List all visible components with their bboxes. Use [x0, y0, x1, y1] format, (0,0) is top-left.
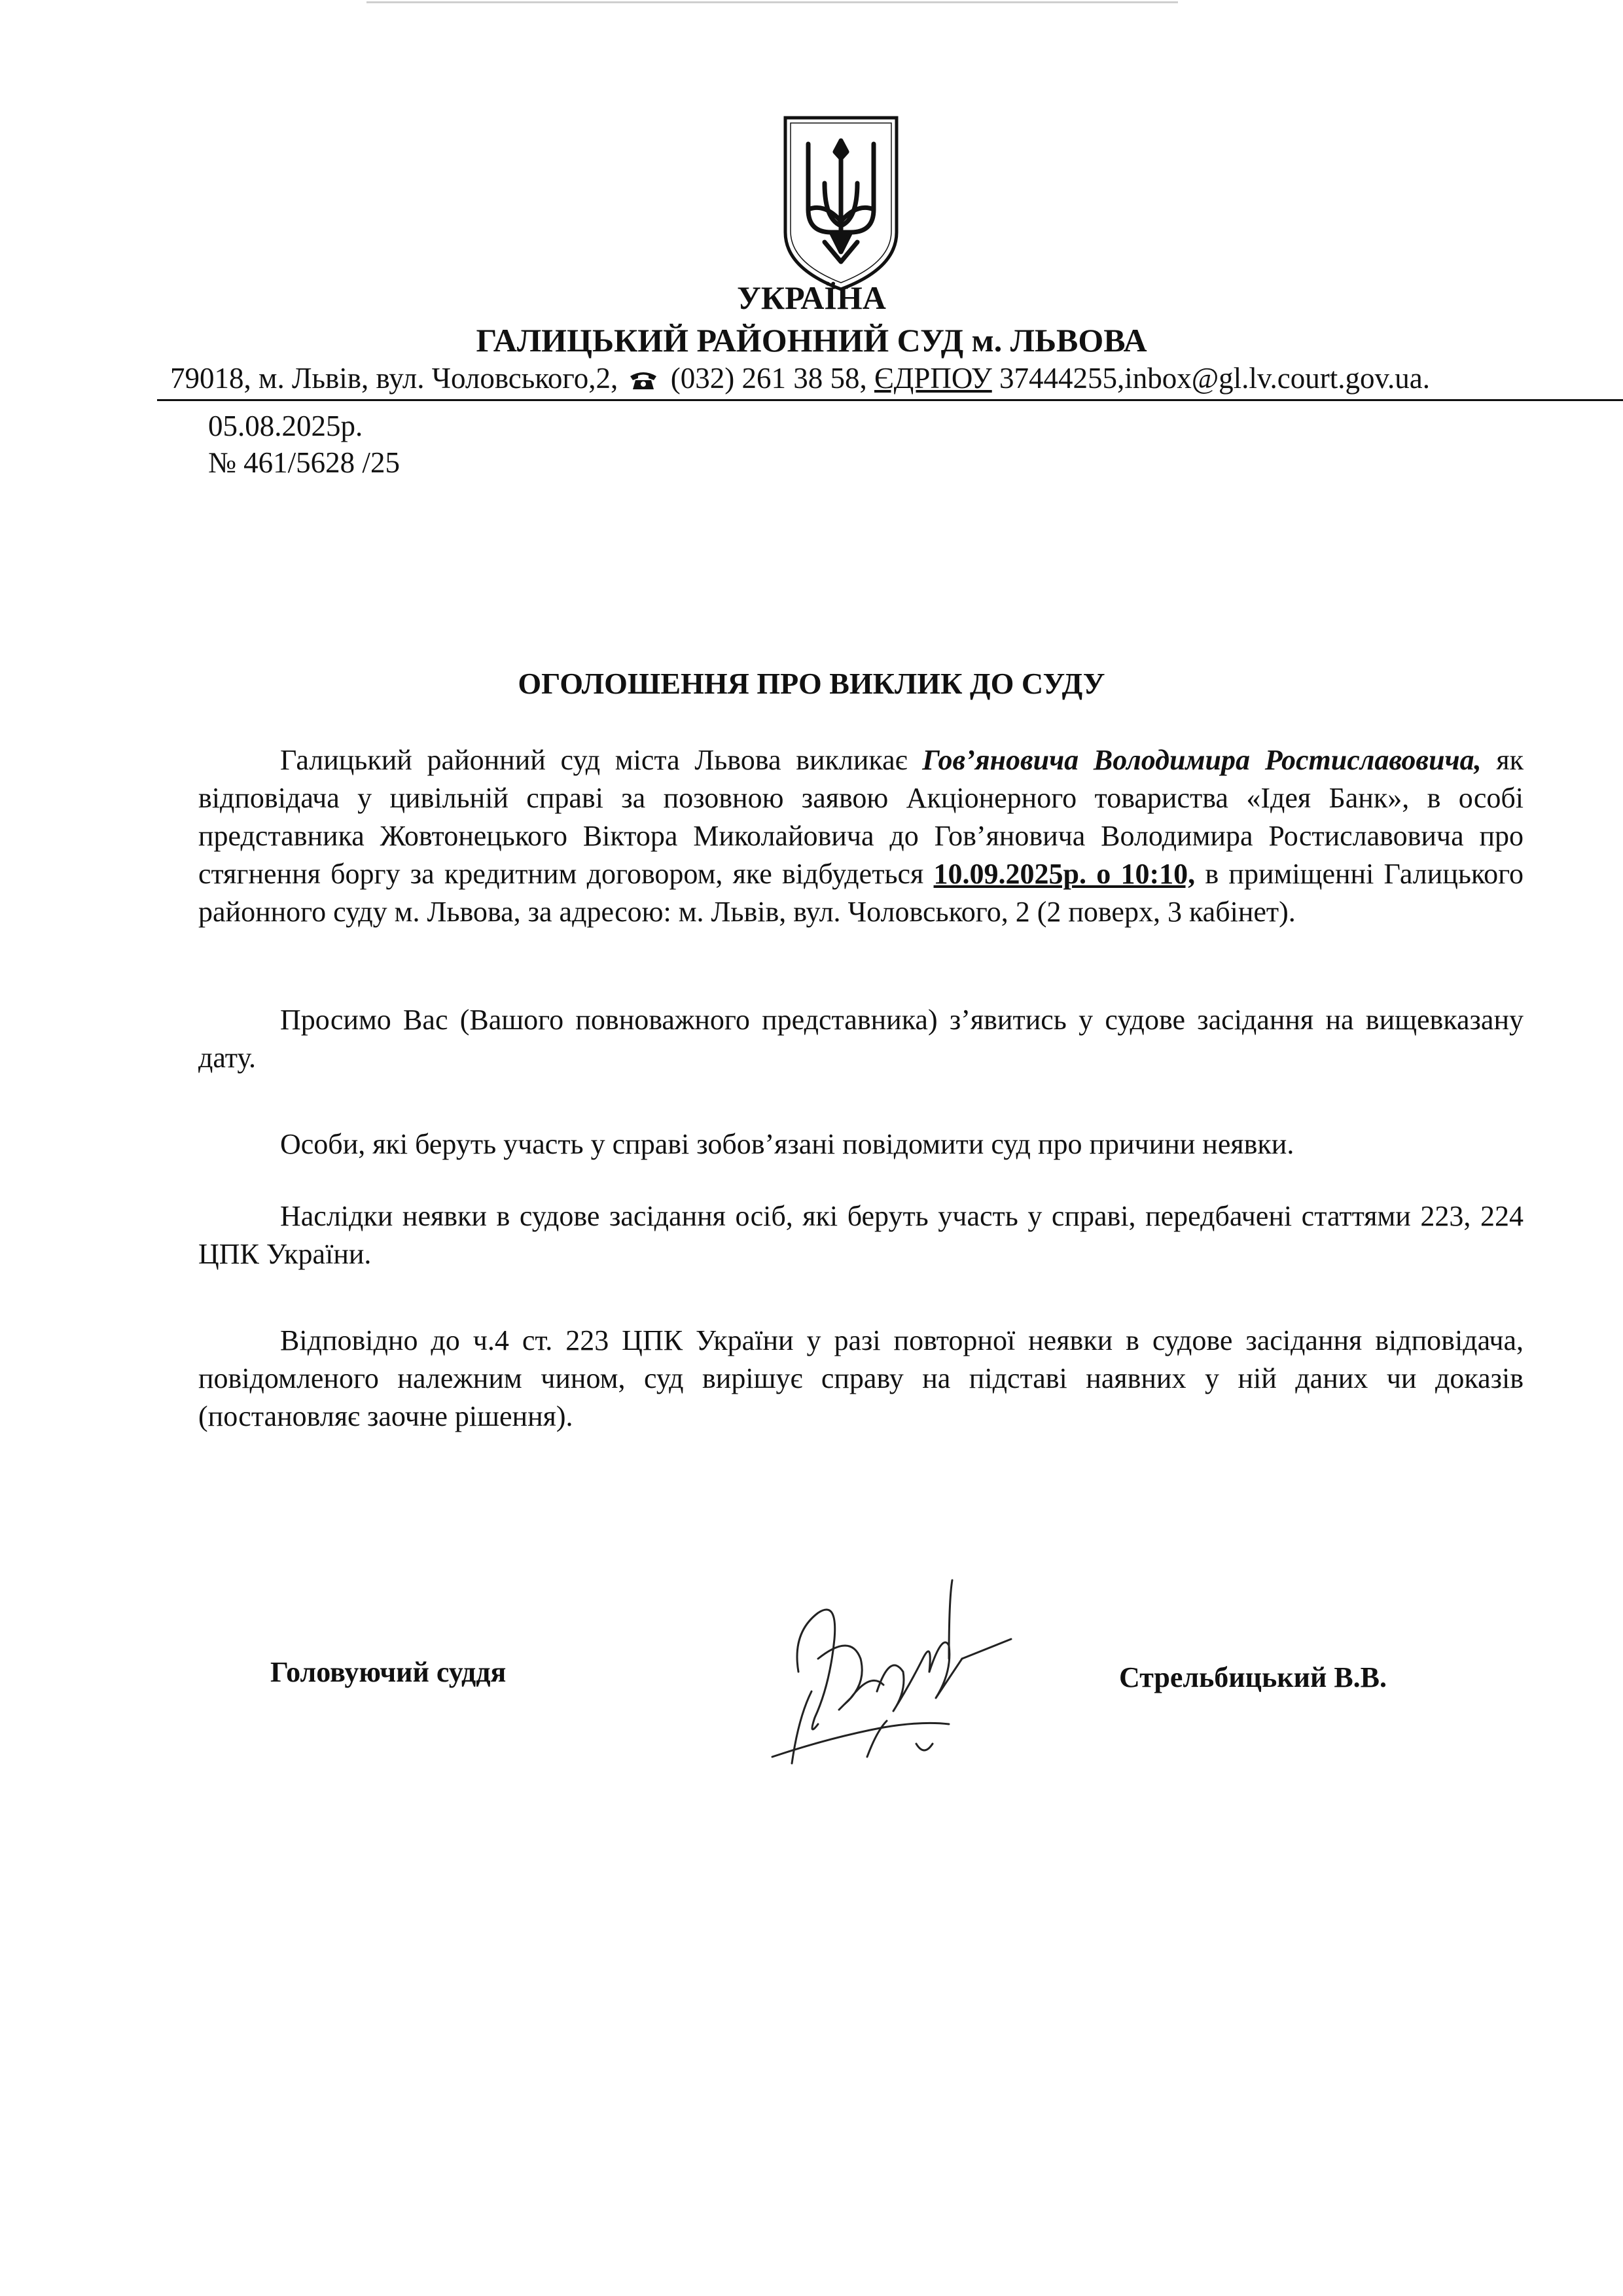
header-court-name: ГАЛИЦЬКИЙ РАЙОННИЙ СУД м. ЛЬВОВА [476, 322, 1147, 359]
notice-paragraph: Особи, які беруть участь у справі зобов’язані повідомити суд про причини неявки. [280, 1128, 1294, 1160]
summons-text-1: Галицький районний суд міста Львова викликає [280, 744, 923, 776]
summons-text-3: в приміщенні Галицького районного суду м. Львова, за адресою: м. Львів, вул. Чоловського, 2 (2 поверх, 3 кабінет). [198, 858, 1524, 928]
header-contacts [170, 359, 1623, 398]
header-country: УКРАЇНА [737, 279, 886, 316]
trident-coat-of-arms-icon [779, 111, 903, 294]
signer-role: Головуючий суддя [270, 1656, 507, 1688]
document-date: 05.08.2025р. [208, 410, 363, 442]
scan-edge-line [366, 1, 1178, 3]
summons-paragraph [198, 741, 1524, 931]
hearing-datetime: 10.09.2025р. о 10:10, [933, 858, 1196, 890]
summons-text-2: як відповідача у цивільній справі за позовною заявою Акціонерного товариства «Ідея Банк», в особі представника Жовтонецького Віктора Миколайовича до Гов’яновича Володимира Ростиславовича про стягнення боргу за кредитним договором, яке відбудеться [198, 744, 1524, 890]
header-divider [157, 399, 1623, 401]
default-judgment-paragraph: Відповідно до ч.4 ст. 223 ЦПК України у разі повторної неявки в судове засідання відповідача, повідомленого належним чином, суд вирішує справу на підставі наявних у ній даних чи доказів (постановляє заочне рішення). [198, 1324, 1524, 1432]
court-address: 79018, м. Львів, вул. Чоловського,2, [170, 362, 618, 395]
consequences-paragraph: Наслідки неявки в судове засідання осіб, які беруть участь у справі, передбачені статтями 223, 224 ЦПК України. [198, 1200, 1524, 1270]
defendant-name: Гов’яновича Володимира Ростиславовича, [922, 744, 1482, 776]
document-title: ОГОЛОШЕННЯ ПРО ВИКЛИК ДО СУДУ [518, 667, 1105, 700]
handwritten-signature [753, 1561, 1027, 1783]
case-number: № 461/5628 /25 [208, 446, 400, 479]
telephone-icon [629, 370, 658, 391]
court-phone: (032) 261 38 58, [670, 362, 867, 395]
signer-name: Стрельбицький В.В. [1119, 1661, 1387, 1693]
edrpou-label: ЄДРПОУ [874, 362, 992, 395]
edrpou-and-email: 37444255,inbox@gl.lv.court.gov.ua. [999, 362, 1431, 395]
request-paragraph: Просимо Вас (Вашого повноважного представника) з’явитись у судове засідання на вищевказану дату. [198, 1004, 1524, 1074]
